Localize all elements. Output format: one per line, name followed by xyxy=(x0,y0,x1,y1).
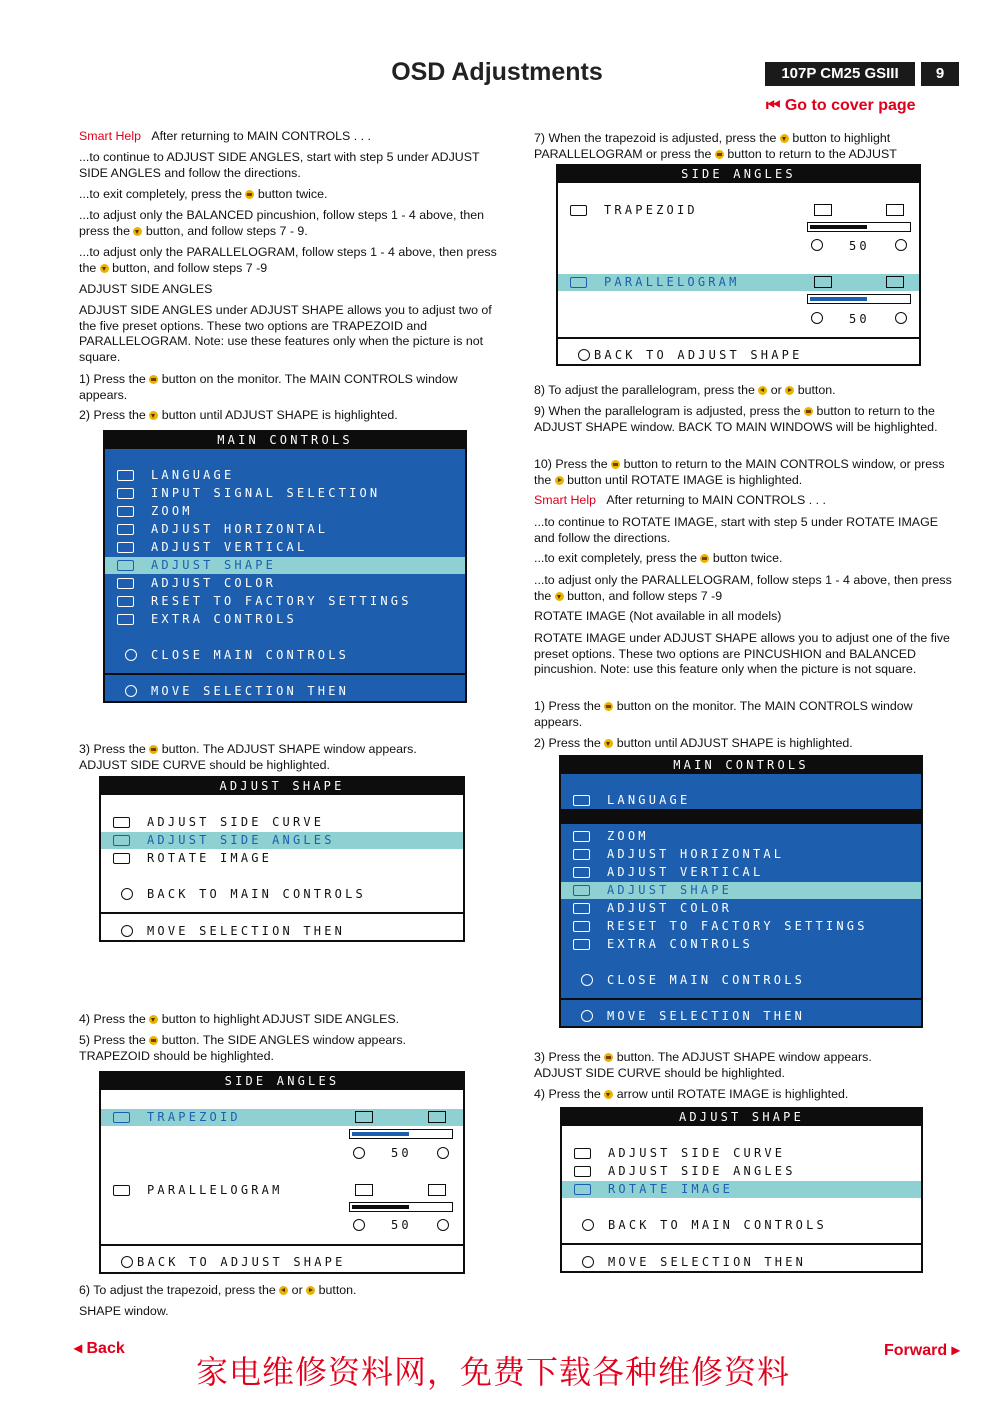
osd-item-color: ADJUST COLOR xyxy=(561,900,921,917)
right-arrow-icon xyxy=(437,1147,449,1159)
smart-help-label: Smart Help xyxy=(534,493,596,507)
ok-button-icon xyxy=(245,190,254,199)
left-step3: 3) Press the button. The ADJUST SHAPE window appears. ADJUST SIDE CURVE should be highlighted. xyxy=(79,742,417,772)
parallelogram-value: 50 xyxy=(849,312,870,326)
parallelogram-icon xyxy=(113,1185,130,1196)
osd-title: SIDE ANGLES xyxy=(101,1073,463,1090)
osd-back: BACK TO MAIN CONTROLS xyxy=(562,1217,921,1234)
osd-footer: MOVE SELECTION THEN xyxy=(101,923,463,940)
right-button-icon xyxy=(306,1286,315,1295)
right-p5: ROTATE IMAGE under ADJUST SHAPE allows you to adjust one of the five preset options. These two options are PINCUSHION and BALANCED pincushion. Note: use this feature only when the picture is not square. xyxy=(534,631,950,677)
side-curve-icon xyxy=(574,1148,591,1159)
input-icon xyxy=(117,488,134,499)
ok-button-icon xyxy=(611,460,620,469)
parallelogram-right-icon xyxy=(428,1184,446,1196)
horizontal-icon xyxy=(573,849,590,860)
osd-item-vertical: ADJUST VERTICAL xyxy=(105,539,465,556)
osd-item-trapezoid: TRAPEZOID xyxy=(101,1109,463,1126)
osd-item-horizontal: ADJUST HORIZONTAL xyxy=(105,521,465,538)
watermark-text: 家电维修资料网，免费下载各种维修资料 xyxy=(196,1353,791,1391)
osd-item-vertical: ADJUST VERTICAL xyxy=(561,864,921,881)
cover-link-label: Go to cover page xyxy=(784,97,916,114)
extra-icon xyxy=(117,614,134,625)
left-p2: ...to exit completely, press the button twice. xyxy=(79,187,328,201)
down-button-icon xyxy=(133,227,142,236)
right-step10: 10) Press the button to return to the MAIN CONTROLS window, or press the button until ROTATE IMAGE is highlighted. xyxy=(534,457,945,487)
page-title: OSD Adjustments xyxy=(391,58,603,86)
right-rstep2: 2) Press the button until ADJUST SHAPE is highlighted. xyxy=(534,736,853,750)
osd-main-controls-right xyxy=(559,755,923,1028)
osd-adjust-shape-right xyxy=(560,1107,923,1273)
down-button-icon xyxy=(149,411,158,420)
forward-label: Forward xyxy=(884,1342,948,1359)
osd-main-controls-left xyxy=(103,430,467,703)
trapezoid-bar xyxy=(349,1129,453,1139)
left-step6-cont: SHAPE window. xyxy=(79,1304,169,1318)
right-triangle-icon: ▸ xyxy=(951,1342,960,1359)
osd-title: ADJUST SHAPE xyxy=(101,778,463,795)
left-p3: ...to adjust only the BALANCED pincushion, follow steps 1 - 4 above, then press the button, and follow steps 7 - 9. xyxy=(79,208,484,238)
right-rstep3: 3) Press the button. The ADJUST SHAPE window appears. ADJUST SIDE CURVE should be highlighted. xyxy=(534,1050,872,1080)
right-step9: 9) When the parallelogram is adjusted, press the button to return to the ADJUST SHAPE window. BACK TO MAIN WINDOWS will be highlighted. xyxy=(534,404,938,434)
trapezoid-wide-icon xyxy=(428,1111,446,1123)
language-icon xyxy=(117,470,134,481)
osd-item-extra: EXTRA CONTROLS xyxy=(105,611,465,628)
osd-back: BACK TO MAIN CONTROLS xyxy=(101,886,463,903)
osd-item-trapezoid: TRAPEZOID xyxy=(558,202,919,219)
left-arrow-icon xyxy=(353,1147,365,1159)
model-badge: 107P CM25 GSIII xyxy=(765,62,915,86)
rotate-icon xyxy=(574,1184,591,1195)
osd-item-parallelogram: PARALLELOGRAM xyxy=(101,1182,463,1199)
ok-button-icon xyxy=(149,375,158,384)
palette-icon xyxy=(117,578,134,589)
right-button-icon xyxy=(555,476,564,485)
trapezoid-bar xyxy=(807,222,911,232)
osd-close: CLOSE MAIN CONTROLS xyxy=(105,647,465,664)
osd-item-input: INPUT SIGNAL SELECTION xyxy=(105,485,465,502)
shape-icon xyxy=(117,560,134,571)
trapezoid-value: 50 xyxy=(391,1146,412,1160)
ok-button-icon xyxy=(700,554,709,563)
osd-close: CLOSE MAIN CONTROLS xyxy=(561,972,921,989)
right-arrow-icon xyxy=(895,239,907,251)
trapezoid-value: 50 xyxy=(849,239,870,253)
trapezoid-narrow-icon xyxy=(814,204,832,216)
factory-icon xyxy=(573,921,590,932)
right-step8: 8) To adjust the parallelogram, press the or button. xyxy=(534,383,836,397)
smart-help-label: Smart Help xyxy=(79,129,141,143)
down-button-icon xyxy=(100,264,109,273)
ok-button-icon xyxy=(604,1053,613,1062)
right-button-icon xyxy=(785,386,794,395)
osd-footer: MOVE SELECTION THEN xyxy=(562,1254,921,1271)
back-label: Back xyxy=(86,1340,125,1357)
osd-item-horizontal: ADJUST HORIZONTAL xyxy=(561,846,921,863)
left-button-icon xyxy=(279,1286,288,1295)
back-link[interactable] xyxy=(74,1338,125,1358)
left-step6: 6) To adjust the trapezoid, press the or button. xyxy=(79,1283,357,1297)
side-curve-icon xyxy=(113,817,130,828)
osd-item-color: ADJUST COLOR xyxy=(105,575,465,592)
left-triangle-icon: ◂ xyxy=(74,1340,83,1357)
osd-item-shape: ADJUST SHAPE xyxy=(561,882,921,899)
osd-item-reset: RESET TO FACTORY SETTINGS xyxy=(561,918,921,935)
parallelogram-icon xyxy=(570,277,587,288)
osd-title: MAIN CONTROLS xyxy=(561,757,921,774)
right-smart-help: Smart Help After returning to MAIN CONTROLS . . . xyxy=(534,493,826,507)
osd-footer: MOVE SELECTION THEN xyxy=(561,1008,921,1025)
left-p4: ...to adjust only the PARALLELOGRAM, follow steps 1 - 4 above, then press the button, and follow steps 7 -9 xyxy=(79,245,497,275)
parallelogram-left-icon xyxy=(355,1184,373,1196)
left-button-icon xyxy=(758,386,767,395)
right-step7: 7) When the trapezoid is adjusted, press the button to highlight PARALLELOGRAM or press the button to return to the ADJUST xyxy=(534,131,897,161)
left-p6: ADJUST SIDE ANGLES under ADJUST SHAPE allows you to adjust two of the five preset options. These two options are TRAPEZOID and PARALLELOGRAM. Note: use these features only when the picture is not square. xyxy=(79,303,492,364)
right-p1: ...to continue to ROTATE IMAGE, start with step 5 under ROTATE IMAGE and follow the directions. xyxy=(534,515,938,545)
down-arrow-icon xyxy=(121,888,133,900)
osd-item-reset: RESET TO FACTORY SETTINGS xyxy=(105,593,465,610)
left-step2: 2) Press the button until ADJUST SHAPE is highlighted. xyxy=(79,408,398,422)
go-to-cover-link[interactable] xyxy=(766,97,916,115)
osd-item-side-curve: ADJUST SIDE CURVE xyxy=(101,814,463,831)
side-angles-icon xyxy=(113,835,130,846)
down-button-icon xyxy=(149,1015,158,1024)
parallelogram-right-icon xyxy=(886,276,904,288)
left-step5: 5) Press the button. The SIDE ANGLES window appears. TRAPEZOID should be highlighted. xyxy=(79,1033,406,1063)
left-p5: ADJUST SIDE ANGLES xyxy=(79,282,213,296)
osd-item-rotate: ROTATE IMAGE xyxy=(101,850,463,867)
updown-icon xyxy=(125,685,137,697)
language-icon xyxy=(573,795,590,806)
ok-button-icon xyxy=(604,702,613,711)
left-arrow-icon xyxy=(811,239,823,251)
down-button-icon xyxy=(604,739,613,748)
down-button-icon xyxy=(555,592,564,601)
ok-button-icon xyxy=(149,1036,158,1045)
zoom-icon xyxy=(117,506,134,517)
left-smart-help xyxy=(79,129,499,145)
ok-button-icon xyxy=(149,745,158,754)
left-step1: 1) Press the button on the monitor. The MAIN CONTROLS window appears. xyxy=(79,372,458,402)
osd-item-zoom: ZOOM xyxy=(105,503,465,520)
down-arrow-icon xyxy=(581,974,593,986)
trapezoid-icon xyxy=(570,205,587,216)
right-p3: ...to adjust only the PARALLELOGRAM, follow steps 1 - 4 above, then press the button, and follow steps 7 -9 xyxy=(534,573,952,603)
extra-icon xyxy=(573,939,590,950)
smart-help-text: After returning to MAIN CONTROLS . . . xyxy=(151,129,371,143)
parallelogram-left-icon xyxy=(814,276,832,288)
left-step4: 4) Press the button to highlight ADJUST SIDE ANGLES. xyxy=(79,1012,400,1026)
osd-back: BACK TO ADJUST SHAPE xyxy=(101,1254,463,1271)
shape-icon xyxy=(573,885,590,896)
osd-title: SIDE ANGLES xyxy=(558,166,919,183)
osd-side-angles-left xyxy=(99,1071,465,1274)
right-arrow-icon xyxy=(437,1219,449,1231)
parallelogram-bar xyxy=(349,1202,453,1212)
osd-item-rotate: ROTATE IMAGE xyxy=(562,1181,921,1198)
factory-icon xyxy=(117,596,134,607)
osd-item-language: LANGUAGE xyxy=(105,467,465,484)
trapezoid-narrow-icon xyxy=(355,1111,373,1123)
right-p2: ...to exit completely, press the button twice. xyxy=(534,551,783,565)
osd-item-side-angles: ADJUST SIDE ANGLES xyxy=(562,1163,921,1180)
osd-item-parallelogram: PARALLELOGRAM xyxy=(558,274,919,291)
ok-icon xyxy=(578,349,590,361)
rotate-icon xyxy=(113,853,130,864)
ok-button-icon xyxy=(715,150,724,159)
parallelogram-bar xyxy=(807,294,911,304)
osd-footer: MOVE SELECTION THEN xyxy=(105,683,465,700)
osd-item-extra: EXTRA CONTROLS xyxy=(561,936,921,953)
osd-item-language: LANGUAGE xyxy=(561,792,921,809)
down-arrow-icon xyxy=(582,1219,594,1231)
left-p1: ...to continue to ADJUST SIDE ANGLES, start with step 5 under ADJUST SIDE ANGLES and follow the directions. xyxy=(79,150,480,180)
left-arrow-icon xyxy=(353,1219,365,1231)
right-arrow-icon xyxy=(895,312,907,324)
horizontal-icon xyxy=(117,524,134,535)
updown-icon xyxy=(121,925,133,937)
down-button-icon xyxy=(780,134,789,143)
right-rstep4: 4) Press the arrow until ROTATE IMAGE is highlighted. xyxy=(534,1087,849,1101)
zoom-icon xyxy=(573,831,590,842)
vertical-icon xyxy=(117,542,134,553)
ok-icon xyxy=(121,1256,133,1268)
osd-back: BACK TO ADJUST SHAPE xyxy=(558,347,919,364)
page-number: 9 xyxy=(921,62,959,86)
osd-adjust-shape-left xyxy=(99,776,465,942)
left-arrow-icon xyxy=(811,312,823,324)
forward-link[interactable] xyxy=(884,1340,960,1360)
trapezoid-wide-icon xyxy=(886,204,904,216)
osd-title: ADJUST SHAPE xyxy=(562,1109,921,1126)
updown-icon xyxy=(582,1256,594,1268)
right-p4: ROTATE IMAGE (Not available in all models) xyxy=(534,609,782,623)
vertical-icon xyxy=(573,867,590,878)
down-button-icon xyxy=(604,1090,613,1099)
ok-button-icon xyxy=(804,407,813,416)
palette-icon xyxy=(573,903,590,914)
osd-item-side-angles: ADJUST SIDE ANGLES xyxy=(101,832,463,849)
right-rstep1: 1) Press the button on the monitor. The MAIN CONTROLS window appears. xyxy=(534,699,913,729)
down-arrow-icon xyxy=(125,649,137,661)
osd-item-side-curve: ADJUST SIDE CURVE xyxy=(562,1145,921,1162)
parallelogram-value: 50 xyxy=(391,1218,412,1232)
trapezoid-icon xyxy=(113,1112,130,1123)
osd-item-zoom: ZOOM xyxy=(561,828,921,845)
skip-back-icon: ⏮ xyxy=(766,97,781,114)
osd-title: MAIN CONTROLS xyxy=(105,432,465,449)
updown-icon xyxy=(581,1010,593,1022)
side-angles-icon xyxy=(574,1166,591,1177)
osd-side-angles-right xyxy=(556,164,921,366)
osd-item-shape: ADJUST SHAPE xyxy=(105,557,465,574)
osd-blacked-row xyxy=(561,809,921,824)
